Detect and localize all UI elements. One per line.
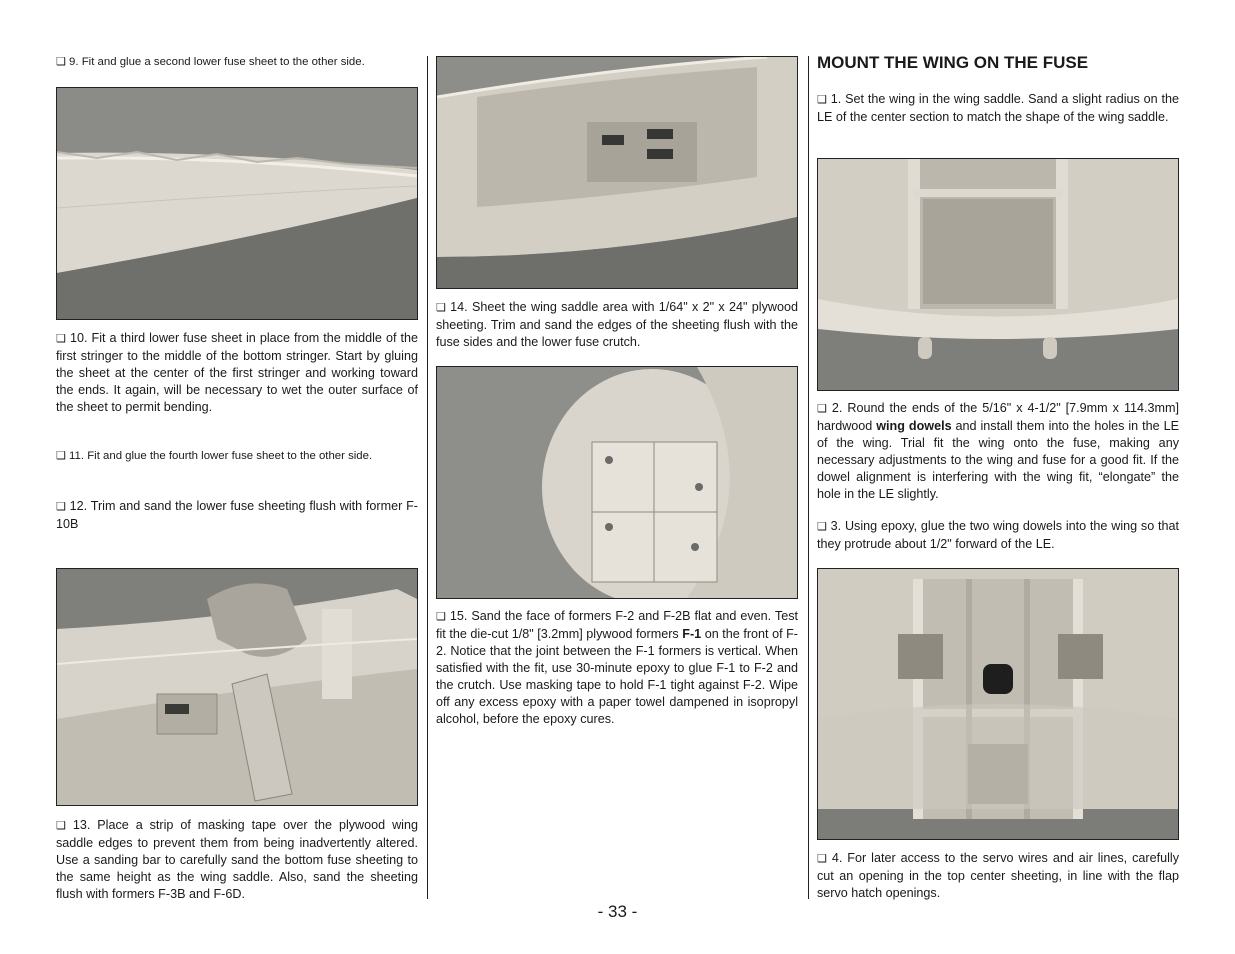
checkbox-icon: ❑: [436, 302, 446, 314]
checkbox-icon: ❑: [436, 611, 446, 623]
checkbox-icon: ❑: [817, 94, 827, 106]
step-10-text: ❑ 10. Fit a third lower fuse sheet in place from the middle of the first stringer to the middle of the bottom stringer. Start by gluing the sheet at the center of the first stringer and working toward the ends. It again, will be necessary to wet the outer surface of the sheet to permit bending.: [56, 331, 419, 414]
section-heading: MOUNT THE WING ON THE FUSE: [817, 53, 1089, 72]
checkbox-icon: ❑: [56, 56, 66, 68]
part-label-wing-dowels: wing dowels: [876, 419, 952, 433]
checkbox-icon: ❑: [56, 450, 66, 462]
step-15-text: ❑ 15. Sand the face of formers F-2 and F-2B flat and even. Test fit the die-cut 1/8" [3.2mm] plywood formers F-1 on the front of F-2. Notice that the joint between the F-1 formers is vertical. When satisfied with the fit, use 30-minute epoxy to glue F-1 to F-2 and the crutch. Use masking tape to hold F-1 tight against F-2. Wipe off any excess epoxy with a paper towel dampened in isopropyl alcohol, before the epoxy cures.: [436, 609, 799, 726]
step-1-text: ❑ 1. Set the wing in the wing saddle. Sand a slight radius on the LE of the center section to match the shape of the wing saddle.: [817, 92, 1179, 124]
checkbox-icon: ❑: [817, 403, 827, 415]
checkbox-icon: ❑: [56, 820, 66, 832]
step-11-text: ❑ 11. Fit and glue the fourth lower fuse sheet to the other side.: [56, 450, 373, 462]
step-9-text: ❑ 9. Fit and glue a second lower fuse sheet to the other side.: [56, 56, 365, 68]
step-13-text: ❑ 13. Place a strip of masking tape over the plywood wing saddle edges to prevent them from being inadvertently altered. Use a sanding bar to carefully sand the bottom fuse sheeting to the same height as the wing saddle. Also, sand the sheeting flush with formers F-3B and F-6D.: [56, 818, 418, 901]
checkbox-icon: ❑: [817, 853, 827, 865]
step-4-text: ❑ 4. For later access to the servo wires and air lines, carefully cut an opening in the top center sheeting, in line with the flap servo hatch openings.: [817, 851, 1180, 900]
checkbox-icon: ❑: [56, 333, 66, 345]
photo-wing-saddle-sheeting: [436, 56, 798, 289]
photo-wing-in-saddle: [817, 158, 1179, 391]
step-14-text: ❑ 14. Sheet the wing saddle area with 1/64" x 2" x 24" plywood sheeting. Trim and sand the edges of the sheeting flush with the fuse sides and the lower fuse crutch.: [436, 300, 798, 349]
part-label-f1: F-1: [682, 627, 702, 641]
step-3-text: ❑ 3. Using epoxy, glue the two wing dowels into the wing so that they protrude about 1/2" forward of the LE.: [817, 519, 1179, 551]
photo-center-sheeting-opening: [817, 568, 1179, 840]
column-divider-right: [808, 56, 809, 899]
photo-sanding-bar: [56, 568, 418, 806]
step-12-text: ❑ 12. Trim and sand the lower fuse sheeting flush with former F-10B: [56, 499, 418, 531]
checkbox-icon: ❑: [817, 521, 827, 533]
photo-firewall-formers: [436, 366, 798, 599]
photo-fuse-side-sheeting: [56, 87, 418, 320]
column-divider-left: [427, 56, 428, 899]
checkbox-icon: ❑: [56, 501, 66, 513]
page-number: - 33 -: [597, 902, 638, 921]
step-2-text: ❑ 2. Round the ends of the 5/16" x 4-1/2" [7.9mm x 114.3mm] hardwood wing dowels and install them into the holes in the LE of the wing. Trial fit the wing onto the fuse, making any necessary adjustments to the wing and fuse for a good fit. If the dowel alignment is interfering with the wing fit, “elongate” the hole in the LE slightly.: [817, 401, 1180, 501]
